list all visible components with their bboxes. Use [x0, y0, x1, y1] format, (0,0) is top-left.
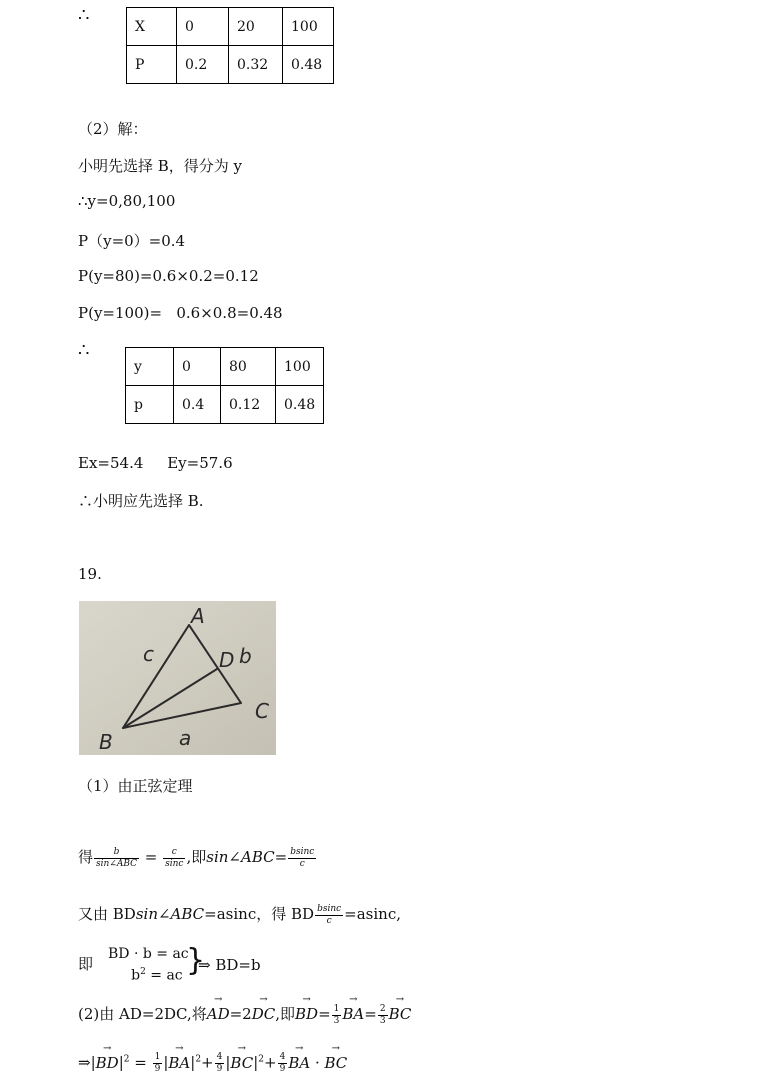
conclusion-line: ∴小明应先选择 B. [78, 492, 204, 510]
table-cell: 0.2 [177, 46, 229, 84]
table-cell: 0.4 [174, 386, 221, 424]
vector: → DC [252, 1005, 276, 1023]
eq-text: = [140, 848, 163, 866]
therefore-symbol: ∴ [78, 340, 90, 361]
table-cell: X [127, 8, 177, 46]
equation-vector-bd [78, 1003, 411, 1027]
table-cell: 100 [276, 348, 324, 386]
therefore-symbol: ∴ [78, 5, 90, 26]
text-line: P(y=80)=0.6×0.2=0.12 [78, 267, 259, 285]
table-cell: 0.12 [221, 386, 276, 424]
vector: → BC [389, 1005, 412, 1023]
eq-term: sin∠ABC [206, 848, 275, 866]
text-line: P(y=100)= 0.6×0.8=0.48 [78, 304, 283, 322]
exponent: 2 [123, 1054, 130, 1065]
table-cell: 0.48 [283, 46, 334, 84]
exponent: 2 [195, 1054, 202, 1065]
eq-text: | [253, 1053, 259, 1072]
eq-text: = [318, 1005, 331, 1023]
table-cell: p [126, 386, 174, 424]
vertex-label-a: A [191, 604, 205, 628]
table-cell: 0 [177, 8, 229, 46]
table-cell: 80 [221, 348, 276, 386]
eq-text: ,即 [275, 1005, 296, 1023]
eq-text: = [364, 1005, 377, 1023]
eq-text: + [201, 1053, 214, 1072]
fraction: $\frac{1}{9}$ [154, 1052, 161, 1074]
fraction: $\frac{c}{\sin c}$ [165, 846, 184, 869]
vector: → BA [168, 1054, 190, 1072]
eq-text: | [163, 1053, 169, 1072]
fraction: $\frac{b}{\text{sin∠ABC}}$ [96, 846, 138, 869]
vector: → BA [288, 1054, 310, 1072]
text-line: ∴y=0,80,100 [78, 192, 176, 210]
vector: → BC [324, 1054, 347, 1072]
vector: → BA [342, 1005, 364, 1023]
fraction: $\frac{1}{3}$ [333, 1003, 340, 1026]
eq-text: · [310, 1053, 325, 1072]
eq-text: 得 [78, 848, 94, 866]
table-cell: 100 [283, 8, 334, 46]
right-brace: } [186, 943, 206, 978]
fraction: $\frac{bsinc}{c}$ [290, 846, 315, 869]
eq-text: ,即 [186, 848, 207, 866]
eq-text: =asinc，得 BD [204, 905, 315, 923]
side-label-c: c [143, 642, 154, 666]
vector: → BC [230, 1054, 253, 1072]
equation-system [108, 945, 189, 985]
point-label-d: D [219, 648, 235, 672]
distribution-table-x [126, 7, 334, 84]
triangle-photo [79, 601, 276, 755]
table-cell: 0.48 [276, 386, 324, 424]
eq-text: | [225, 1053, 231, 1072]
system-line: BD · b = ac [108, 946, 189, 962]
fraction: $\frac{4}{9}$ [216, 1052, 223, 1074]
eq-text: = [274, 848, 288, 866]
eq-term: sin∠ABC [135, 905, 205, 923]
expectation-line: Ex=54.4 Ey=57.6 [78, 454, 233, 472]
fraction: $\frac{4}{9}$ [279, 1052, 286, 1074]
table-cell: 20 [229, 8, 283, 46]
table-cell: 0.32 [229, 46, 283, 84]
equation-sine-law [78, 846, 317, 870]
eq-text: | [118, 1053, 124, 1072]
vertex-label-c: C [255, 699, 269, 723]
table-cell: 0 [174, 348, 221, 386]
eq-text: 又由 BD [78, 905, 136, 923]
side-label-b: b [239, 644, 252, 668]
equation-system-prefix: 即 [78, 955, 94, 973]
system-line: $b^2$ = ac [131, 967, 183, 984]
exponent: 2 [258, 1054, 264, 1065]
part1-heading: （1）由正弦定理 [78, 777, 193, 795]
text-line: P（y=0）=0.4 [78, 232, 186, 250]
distribution-table-y [125, 347, 324, 424]
side-label-a: a [179, 726, 192, 750]
eq-text: (2)由 AD=2DC,将 [78, 1005, 207, 1023]
table-cell: P [127, 46, 177, 84]
vector: → AD [207, 1005, 230, 1023]
eq-text: | [190, 1053, 196, 1072]
text-line: 小明先选择 B，得分为 y [78, 157, 243, 175]
vector: → BD [295, 1005, 318, 1023]
eq-text: =2 [229, 1005, 252, 1023]
equation-bd [78, 903, 401, 927]
question-number: 19. [78, 565, 102, 583]
vertex-label-b: B [99, 730, 113, 754]
triangle-sketch [79, 601, 276, 755]
eq-text: ⇒| [78, 1053, 96, 1072]
eq-text: = [129, 1053, 152, 1072]
eq-text: + [264, 1053, 277, 1072]
table-cell: y [126, 348, 174, 386]
equation-bd-squared [78, 1052, 347, 1075]
fraction: $\frac{bsinc}{c}$ [317, 903, 342, 926]
part2-heading: （2）解： [78, 120, 148, 138]
fraction: $\frac{2}{3}$ [379, 1003, 386, 1026]
vector: → BD [96, 1054, 119, 1072]
eq-text: =asinc, [344, 905, 402, 923]
equation-result: ⇒ BD=b [198, 956, 261, 974]
